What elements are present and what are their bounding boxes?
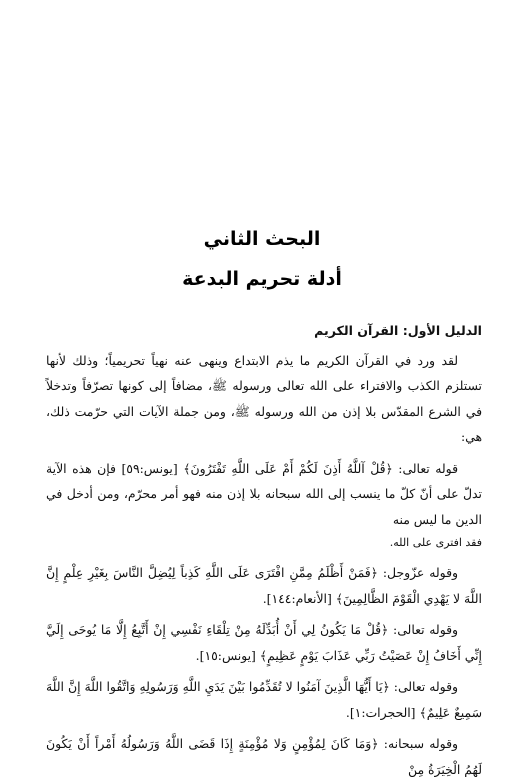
- verse-paragraph-1-end: فقد افترى على الله.: [389, 536, 482, 549]
- verse-paragraph-5: وقوله سبحانه: ﴿وَمَا كَانَ لِمُؤْمِنٍ وَلا مُؤْمِنَةٍ إِذَا قَضَى اللَّهُ وَرَسُولُهُ أَمْراً أَنْ يَكُونَ لَهُمُ الْخِيَرَةُ مِنْ: [46, 736, 482, 777]
- section-subtitle: أدلة تحريم البدعة: [182, 268, 342, 290]
- verse-paragraph-1: قوله تعالى: ﴿قُلْ آللَّهُ أَذِنَ لَكُمْ أَمْ عَلَى اللَّهِ تَفْتَرُونَ﴾ [يونس:٥٩] فإن هذه الآية تدلّ على أنّ كلّ ما ينسب إلى الله سبحانه بلا إذن منه فهو أمر محرّم، ومن أدخل في الدين ما ليس منه: [46, 460, 482, 527]
- evidence-heading: الدليل الأول: القرآن الكريم: [314, 323, 482, 338]
- body-text: [46, 318, 482, 782]
- verse-paragraph-4: وقوله تعالى: ﴿يَا أَيُّهَا الَّذِينَ آمَنُوا لا تُقَدِّمُوا بَيْنَ يَدَيِ اللَّهِ وَرَسُولِهِ وَاتَّقُوا اللَّهَ إِنَّ اللَّهَ سَمِيعٌ عَلِيمٌ﴾ [الحجرات:١].: [46, 679, 482, 720]
- section-title: البحث الثاني: [203, 228, 321, 250]
- verse-paragraph-2: وقوله عزّوجل: ﴿فَمَنْ أَظْلَمُ مِمَّنِ افْتَرَى عَلَى اللَّهِ كَذِباً لِيُضِلَّ النَّاسَ بِغَيْرِ عِلْمٍ إِنَّ اللَّهَ لا يَهْدِي الْقَوْمَ الظَّالِمِينَ﴾ [الأنعام:١٤٤].: [46, 565, 482, 606]
- verse-paragraph-3: وقوله تعالى: ﴿قُلْ مَا يَكُونُ لِي أَنْ أُبَدِّلَهُ مِنْ تِلْقَاءِ نَفْسِي إِنْ أَتَّبِعُ إِلَّا مَا يُوحَى إِلَيَّ إِنِّي أَخَافُ إِنْ عَصَيْتُ رَبِّي عَذَابَ يَوْمٍ عَظِيمٍ﴾ [يونس:١٥].: [46, 622, 482, 663]
- intro-paragraph: لقد ورد في القرآن الكريم ما يذم الابتداع وينهى عنه نهياً تحريمياً؛ وذلك لأنها تستلزم الكذب والافتراء على الله تعالى ورسوله ﷺ، مضافاً إلى كونها تصرّفاً وتدخلاً في الشرع المقدّس بلا إذن من الله ورسوله ﷺ، ومن جملة الآيات التي حرّمت ذلك، هي:: [46, 352, 482, 444]
